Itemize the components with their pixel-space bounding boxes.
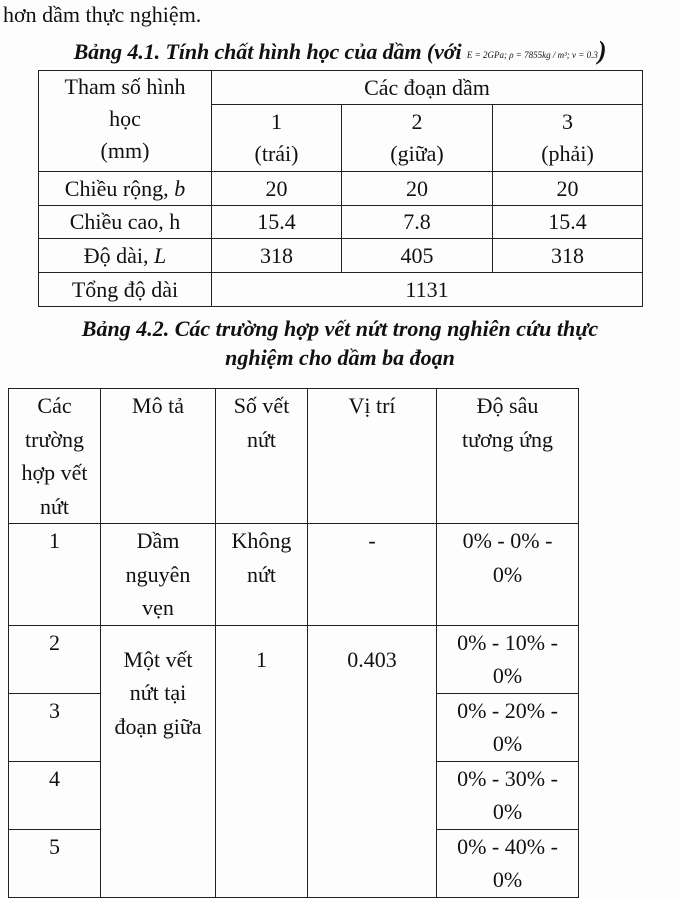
- crack-depth: [437, 625, 579, 693]
- table-row-total: [39, 273, 643, 307]
- cell-value: 318: [493, 239, 643, 273]
- cell-text: Không: [231, 528, 292, 553]
- header-text: Số vết: [233, 393, 290, 418]
- total-label: Tổng độ dài: [39, 273, 212, 307]
- cell-text: nứt: [246, 561, 277, 587]
- cell-text: 0% - 30% -: [457, 765, 558, 791]
- total-value: 1131: [212, 273, 643, 307]
- cell-text: 0% - 40% -: [457, 833, 558, 859]
- crack-cases-table: [8, 388, 579, 898]
- header-description: [101, 389, 216, 524]
- segment-header-2: [342, 105, 493, 172]
- segment-number: 3: [562, 109, 573, 134]
- group-description: [101, 625, 216, 897]
- group-crack-position: [308, 625, 437, 897]
- crack-depth: [437, 761, 579, 829]
- cell-text: 0%: [492, 561, 523, 587]
- case-number: 1: [9, 524, 101, 626]
- table2-caption-line1: Bảng 4.2. Các trường hợp vết nứt trong nghiên cứu thực: [81, 316, 599, 341]
- crack-depth: [437, 524, 579, 626]
- cell-value: 7.8: [342, 206, 493, 239]
- cell-text: 0% - 10% -: [457, 629, 558, 655]
- table-row-height: [39, 206, 643, 239]
- cell-text: 0% - 0% -: [462, 528, 553, 553]
- cell-text: 0%: [492, 867, 523, 892]
- segment-name: (phải): [541, 141, 594, 166]
- cell-text: đoạn giữa: [114, 713, 202, 739]
- cell-text: 0.403: [347, 646, 397, 672]
- intro-text: hơn dầm thực nghiệm.: [3, 2, 202, 27]
- cell-value: 405: [342, 239, 493, 273]
- cell-text: nguyên: [125, 561, 191, 587]
- cell-value: 20: [212, 172, 342, 206]
- row-label: [39, 172, 212, 206]
- geometry-table: [38, 70, 643, 307]
- cell-text: 0%: [492, 663, 523, 688]
- param-header: [39, 71, 212, 172]
- param-header-line3: (mm): [100, 138, 150, 163]
- segment-header-3: [493, 105, 643, 172]
- cell-value: 20: [493, 172, 643, 206]
- row-label: [39, 239, 212, 273]
- header-crack-count: [216, 389, 308, 524]
- header-text: nứt: [39, 493, 70, 519]
- table-row-width: [39, 172, 643, 206]
- table1-caption-main: Bảng 4.1. Tính chất hình học của dầm (với: [73, 39, 462, 64]
- cell-text: 0% - 20% -: [457, 697, 558, 723]
- row-label-text: Độ dài,: [83, 242, 154, 268]
- cell-text: 1: [256, 646, 267, 672]
- header-text: Mô tả: [132, 393, 184, 418]
- header-text: trường: [25, 426, 84, 452]
- segment-number: 1: [271, 109, 282, 134]
- header-text: Độ sâu: [476, 393, 539, 418]
- header-text: tương ứng: [461, 426, 554, 452]
- cell-value: 15.4: [212, 206, 342, 239]
- header-text: Các: [37, 393, 72, 418]
- cell-text: Dầm: [136, 528, 180, 553]
- cell-value: 318: [212, 239, 342, 273]
- cell-text: vẹn: [142, 595, 174, 620]
- crack-position: -: [308, 524, 437, 626]
- case-number: 2: [9, 625, 101, 693]
- case-number: 3: [9, 693, 101, 761]
- segment-number: 2: [411, 109, 423, 134]
- case-number: 5: [9, 829, 101, 897]
- cell-text: 0%: [492, 799, 523, 824]
- header-depth: [437, 389, 579, 524]
- table1-caption-close: ): [597, 36, 607, 65]
- row-symbol: L: [154, 242, 167, 268]
- table1-caption-formula: E = 2GPa; ρ = 7855kg / m³; ν = 0.3: [466, 50, 598, 60]
- row-label: [39, 206, 212, 239]
- cell-text: nứt tại: [129, 680, 187, 705]
- cell-text: Một vết: [123, 646, 193, 672]
- header-case: [9, 389, 101, 524]
- segment-header-1: [212, 105, 342, 172]
- row-symbol: b: [174, 175, 186, 201]
- case-description: [101, 524, 216, 626]
- segments-header: Các đoạn dầm: [212, 71, 643, 105]
- param-header-line2: học: [109, 106, 141, 131]
- row-label-text: Chiều cao, h: [69, 209, 181, 234]
- crack-depth: [437, 693, 579, 761]
- table2-caption: [30, 314, 650, 372]
- table-header-row: [9, 389, 579, 524]
- cell-text: 0%: [492, 731, 523, 756]
- cell-value: 20: [342, 172, 493, 206]
- header-text: hợp vết: [21, 460, 88, 485]
- segment-name: (trái): [254, 141, 299, 166]
- cell-value: 15.4: [493, 206, 643, 239]
- table-row-length: [39, 239, 643, 273]
- header-text: Vị trí: [348, 393, 396, 418]
- header-position: [308, 389, 437, 524]
- case-number: 4: [9, 761, 101, 829]
- segment-name: (giữa): [390, 141, 444, 166]
- header-text: nứt: [246, 426, 277, 452]
- row-label-text: Chiều rộng,: [64, 175, 175, 201]
- param-header-line1: Tham số hình: [64, 74, 186, 99]
- table1-caption: [0, 36, 680, 70]
- table2-caption-line2: nghiệm cho dầm ba đoạn: [225, 345, 455, 370]
- crack-depth: [437, 829, 579, 897]
- crack-count: [216, 524, 308, 626]
- group-crack-count: [216, 625, 308, 897]
- table-row: [9, 524, 579, 626]
- table-row: [9, 625, 579, 693]
